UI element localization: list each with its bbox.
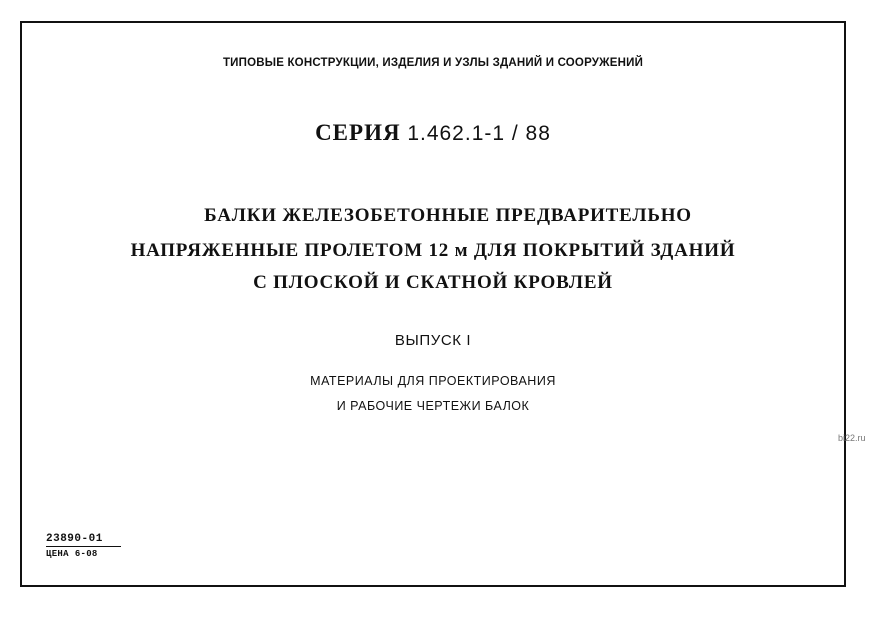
subtitle-line-1: МАТЕРИАЛЫ ДЛЯ ПРОЕКТИРОВАНИЯ [310, 374, 556, 388]
title-line-3: С ПЛОСКОЙ И СКАТНОЙ КРОВЛЕЙ [253, 272, 613, 293]
series-number: 1.462.1-1 / 88 [407, 122, 551, 145]
document-header: ТИПОВЫЕ КОНСТРУКЦИИ, ИЗДЕЛИЯ И УЗЛЫ ЗДАНИЙ И СООРУЖЕНИЙ [222, 57, 644, 69]
page-frame [20, 21, 846, 587]
series-label: СЕРИЯ [315, 120, 401, 145]
series-line [20, 120, 846, 146]
price [46, 549, 121, 559]
issue-label: ВЫПУСК I [394, 332, 472, 349]
title-line-2: НАПРЯЖЕННЫЕ ПРОЛЕТОМ 12 м ДЛЯ ПОКРЫТИЙ ЗДАНИЙ [130, 240, 736, 261]
watermark: bi22.ru [838, 433, 866, 443]
subtitle-line-2: И РАБОЧИЕ ЧЕРТЕЖИ БАЛОК [336, 399, 530, 413]
price-label: ЦЕНА [46, 549, 69, 559]
catalog-code-block [46, 533, 121, 559]
price-value: 6-08 [74, 549, 98, 559]
catalog-code: 23890-01 [46, 533, 121, 547]
title-line-1: БАЛКИ ЖЕЛЕЗОБЕТОННЫЕ ПРЕДВАРИТЕЛЬНО [204, 205, 692, 226]
